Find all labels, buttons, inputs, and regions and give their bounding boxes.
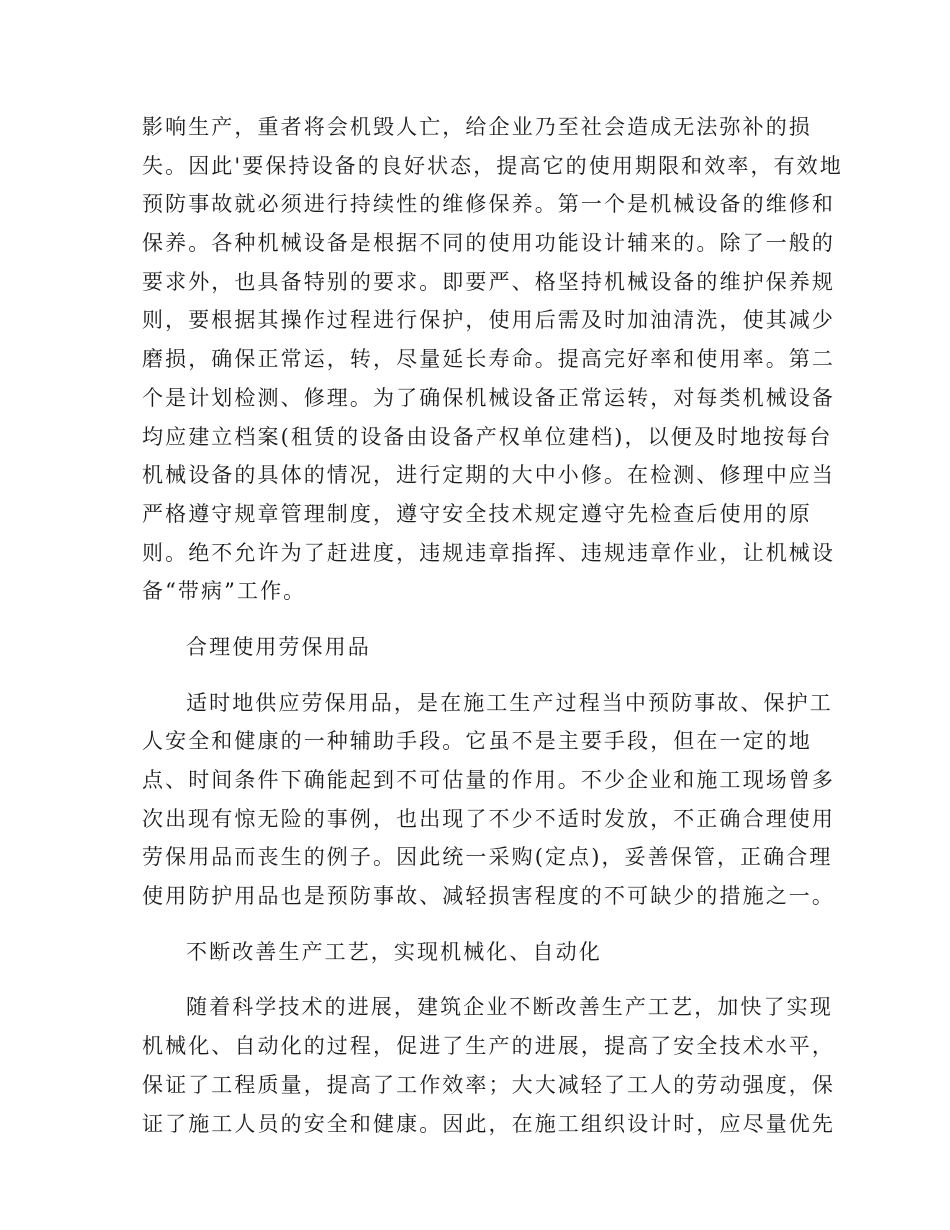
text-line: 保养。各种机械设备是根据不同的使用功能设计辅来的。除了一般的 — [142, 231, 835, 256]
text-line: 影响生产，重者将会机毁人亡，给企业乃至社会造成无法弥补的损 — [142, 115, 812, 139]
paragraph-gap — [142, 916, 812, 933]
paragraph-gap — [142, 971, 812, 988]
text-line: 点、时间条件下确能起到不可估量的作用。不少企业和施工现场曾多 — [142, 768, 835, 792]
section-heading: 不断改善生产工艺，实现机械化、自动化 — [186, 939, 602, 964]
text-line: 备“带病”工作。 — [142, 579, 307, 604]
section-heading: 合理使用劳保用品 — [186, 634, 371, 659]
text-line: 保证了工程质量，提高了工作效率；大大减轻了工人的劳动强度，保 — [142, 1072, 835, 1097]
text-line: 次出现有惊无险的事例，也出现了不少不适时发放，不正确合理使用 — [142, 806, 835, 831]
paragraph-machinery-maintenance — [142, 108, 843, 611]
text-line: 人安全和健康的一种辅助手段。它虽不是主要手段，但在一定的地 — [142, 729, 812, 754]
text-line: 要求外，也具备特别的要求。即要严、格坚持机械设备的维护保养规 — [142, 269, 835, 294]
document-body — [142, 108, 843, 1143]
text-line: 劳保用品而丧生的例子。因此统一采购(定点)，妥善保管，正确合理 — [142, 845, 833, 870]
text-line: 随着科学技术的进展，建筑企业不断改善生产工艺，加快了实现 — [186, 995, 833, 1020]
text-line: 严格遵守规章管理制度，遵守安全技术规定遵守先检查后使用的原 — [142, 501, 812, 526]
paragraph-gap — [142, 667, 812, 684]
text-line: 则。绝不允许为了赶进度，违规违章指挥、违规违章作业，让机械设 — [142, 540, 835, 565]
paragraph-mechanization — [142, 988, 835, 1143]
text-line: 失。因此'要保持设备的良好状态，提高它的使用期限和效率，有效地 — [142, 153, 843, 178]
text-line: 证了施工人员的安全和健康。因此，在施工组织设计时，应尽量优先 — [142, 1111, 835, 1136]
text-line: 磨损，确保正常运，转，尽量延长寿命。提高完好率和使用率。第二 — [142, 347, 835, 372]
text-line: 预防事故就必须进行持续性的维修保养。第一个是机械设备的维修和 — [142, 192, 835, 217]
text-line: 则，要根据其操作过程进行保护，使用后需及时加油清洗，使其减少 — [142, 308, 835, 333]
text-line: 机械设备的具体的情况，进行定期的大中小修。在检测、修理中应当 — [142, 463, 835, 488]
text-line: 均应建立档案(租赁的设备由设备产权单位建档)，以便及时地按每台 — [142, 424, 833, 449]
paragraph-protective-equipment — [142, 684, 835, 916]
section-heading-protective-equipment — [142, 628, 812, 667]
text-line: 适时地供应劳保用品，是在施工生产过程当中预防事故、保护工 — [186, 690, 833, 715]
section-heading-production-process — [142, 933, 812, 972]
paragraph-gap — [142, 611, 812, 628]
text-line: 机械化、自动化的过程，促进了生产的进展，提高了安全技术水平， — [142, 1034, 835, 1059]
text-line: 使用防护用品也是预防事故、减轻损害程度的不可缺少的措施之一。 — [142, 884, 835, 909]
text-line: 个是计划检测、修理。为了确保机械设备正常运转，对每类机械设备 — [142, 385, 835, 410]
